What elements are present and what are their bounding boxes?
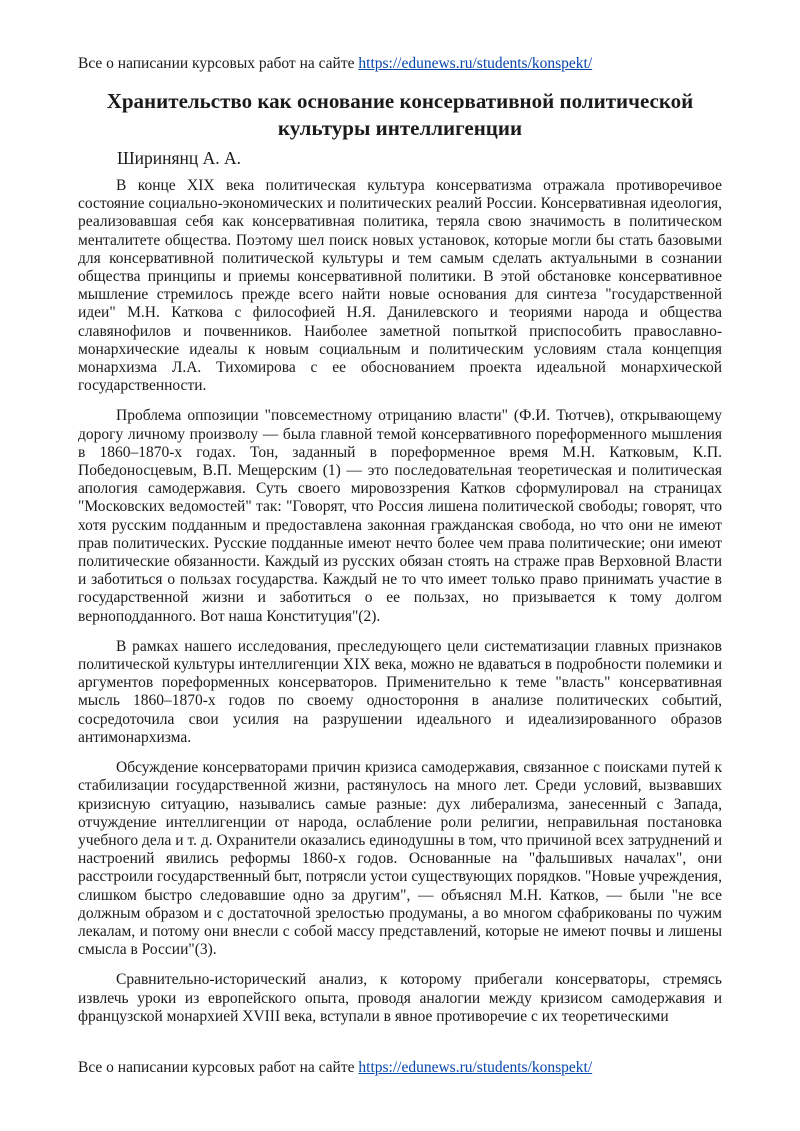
footer-text: Все о написании курсовых работ на сайте xyxy=(78,1059,359,1076)
paragraph-3: В рамках нашего исследования, преследующего цели систематизации главных признаков политической культуры интеллигенции XIX века, можно не вдаваться в подробности полемики и аргументов пореформенных консерваторов. Применительно к теме "власть" консервативная мысль 1860–1870-х годов по своему одностороння в анализе политических событий, сосредоточила свои усилия на разрушении идеального и идеализированного образов антимонархизма. xyxy=(78,637,722,746)
page-footer xyxy=(78,1059,592,1077)
paragraph-2: Проблема оппозиции "повсеместному отрицанию власти" (Ф.И. Тютчев), открывающему дорогу личному произволу — была главной темой консервативного пореформенного мышления в 1860–1870-х годах. Тон, заданный в пореформенное время М.Н. Катковым, К.П. Победоносцевым, В.П. Мещерским (1) — это последовательная теоретическая и политическая апология самодержавия. Суть своего мировоззрения Катков сформулировал на страницах "Московских ведомостей" так: "Говорят, что Россия лишена политической свободы; говорят, что хотя русским подданным и предоставлена законная гражданская свобода, но что они не имеют прав политических. Русские подданные имеют нечто более чем права политические; они имеют политические обязанности. Каждый из русских обязан стоять на страже прав Верховной Власти и заботиться о пользах государства. Каждый не то что имеет только право принимать участие в государственной жизни и заботиться о ее пользах, но призывается к тому долгом верноподданного. Вот наша Конституция"(2). xyxy=(78,407,722,625)
author-name: Ширинянц А. А. xyxy=(117,148,242,168)
paragraph-1: В конце XIX века политическая культура консерватизма отражала противоречивое состояние социально-экономических и политических реалий России. Консервативная идеология, реализовавшая себя как консервативная политика, теряла свою значимость в политическом менталитете общества. Поэтому шел поиск новых установок, которые могли бы стать базовыми для консервативной политической культуры и тем самым сделать актуальными в сознании общества принципы и приемы консервативной политики. В этой обстановке консервативное мышление стремилось прежде всего найти новые основания для синтеза "государственной идеи" М.Н. Каткова с философией Н.Я. Данилевского и теориями народа и общества славянофилов и почвенников. Наиболее заметной попыткой приспособить православно-монархические идеалы к новым социальным и политическим условиям стала концепция монархизма Л.А. Тихомирова с ее обоснованием проекта идеальной монархической государственности. xyxy=(78,177,722,395)
footer-link[interactable]: https://edunews.ru/students/konspekt/ xyxy=(358,1059,593,1076)
header-link[interactable]: https://edunews.ru/students/konspekt/ xyxy=(358,55,593,72)
paragraph-5: Сравнительно-исторический анализ, к которому прибегали консерваторы, стремясь извлечь уроки из европейского опыта, проводя аналогии между кризисом самодержавия и французской монархией XVIII века, вступали в явное противоречие с их теоретическими xyxy=(78,971,722,1025)
page-header xyxy=(78,55,592,73)
header-text: Все о написании курсовых работ на сайте xyxy=(78,55,359,72)
document-body xyxy=(78,177,722,1038)
paragraph-4: Обсуждение консерваторами причин кризиса самодержавия, связанное с поисками путей к стабилизации государственной жизни, растянулось на много лет. Среди условий, вызвавших кризисную ситуацию, назывались самые разные: дух либерализма, занесенный с Запада, отчуждение интеллигенции от народа, ослабление роли религии, неправильная постановка учебного дела и т. д. Охранители оказались единодушны в том, что причиной всех затруднений и настроений явились реформы 1860-х годов. Основанные на "фальшивых началах", они расстроили государственный быт, потрясли устои существующих порядков. "Новые учреждения, слишком быстро следовавшие одно за другим", — объяснял М.Н. Катков, — были "не все должным образом и с достаточной зрелостью продуманы, а во многом сфабрикованы по чужим лекалам, и потому они внесли с собой массу представлений, которые не имеют почвы и лишены смысла в России"(3). xyxy=(78,759,722,959)
document-title: Хранительство как основание консервативной политической культуры интеллигенции xyxy=(106,89,694,140)
